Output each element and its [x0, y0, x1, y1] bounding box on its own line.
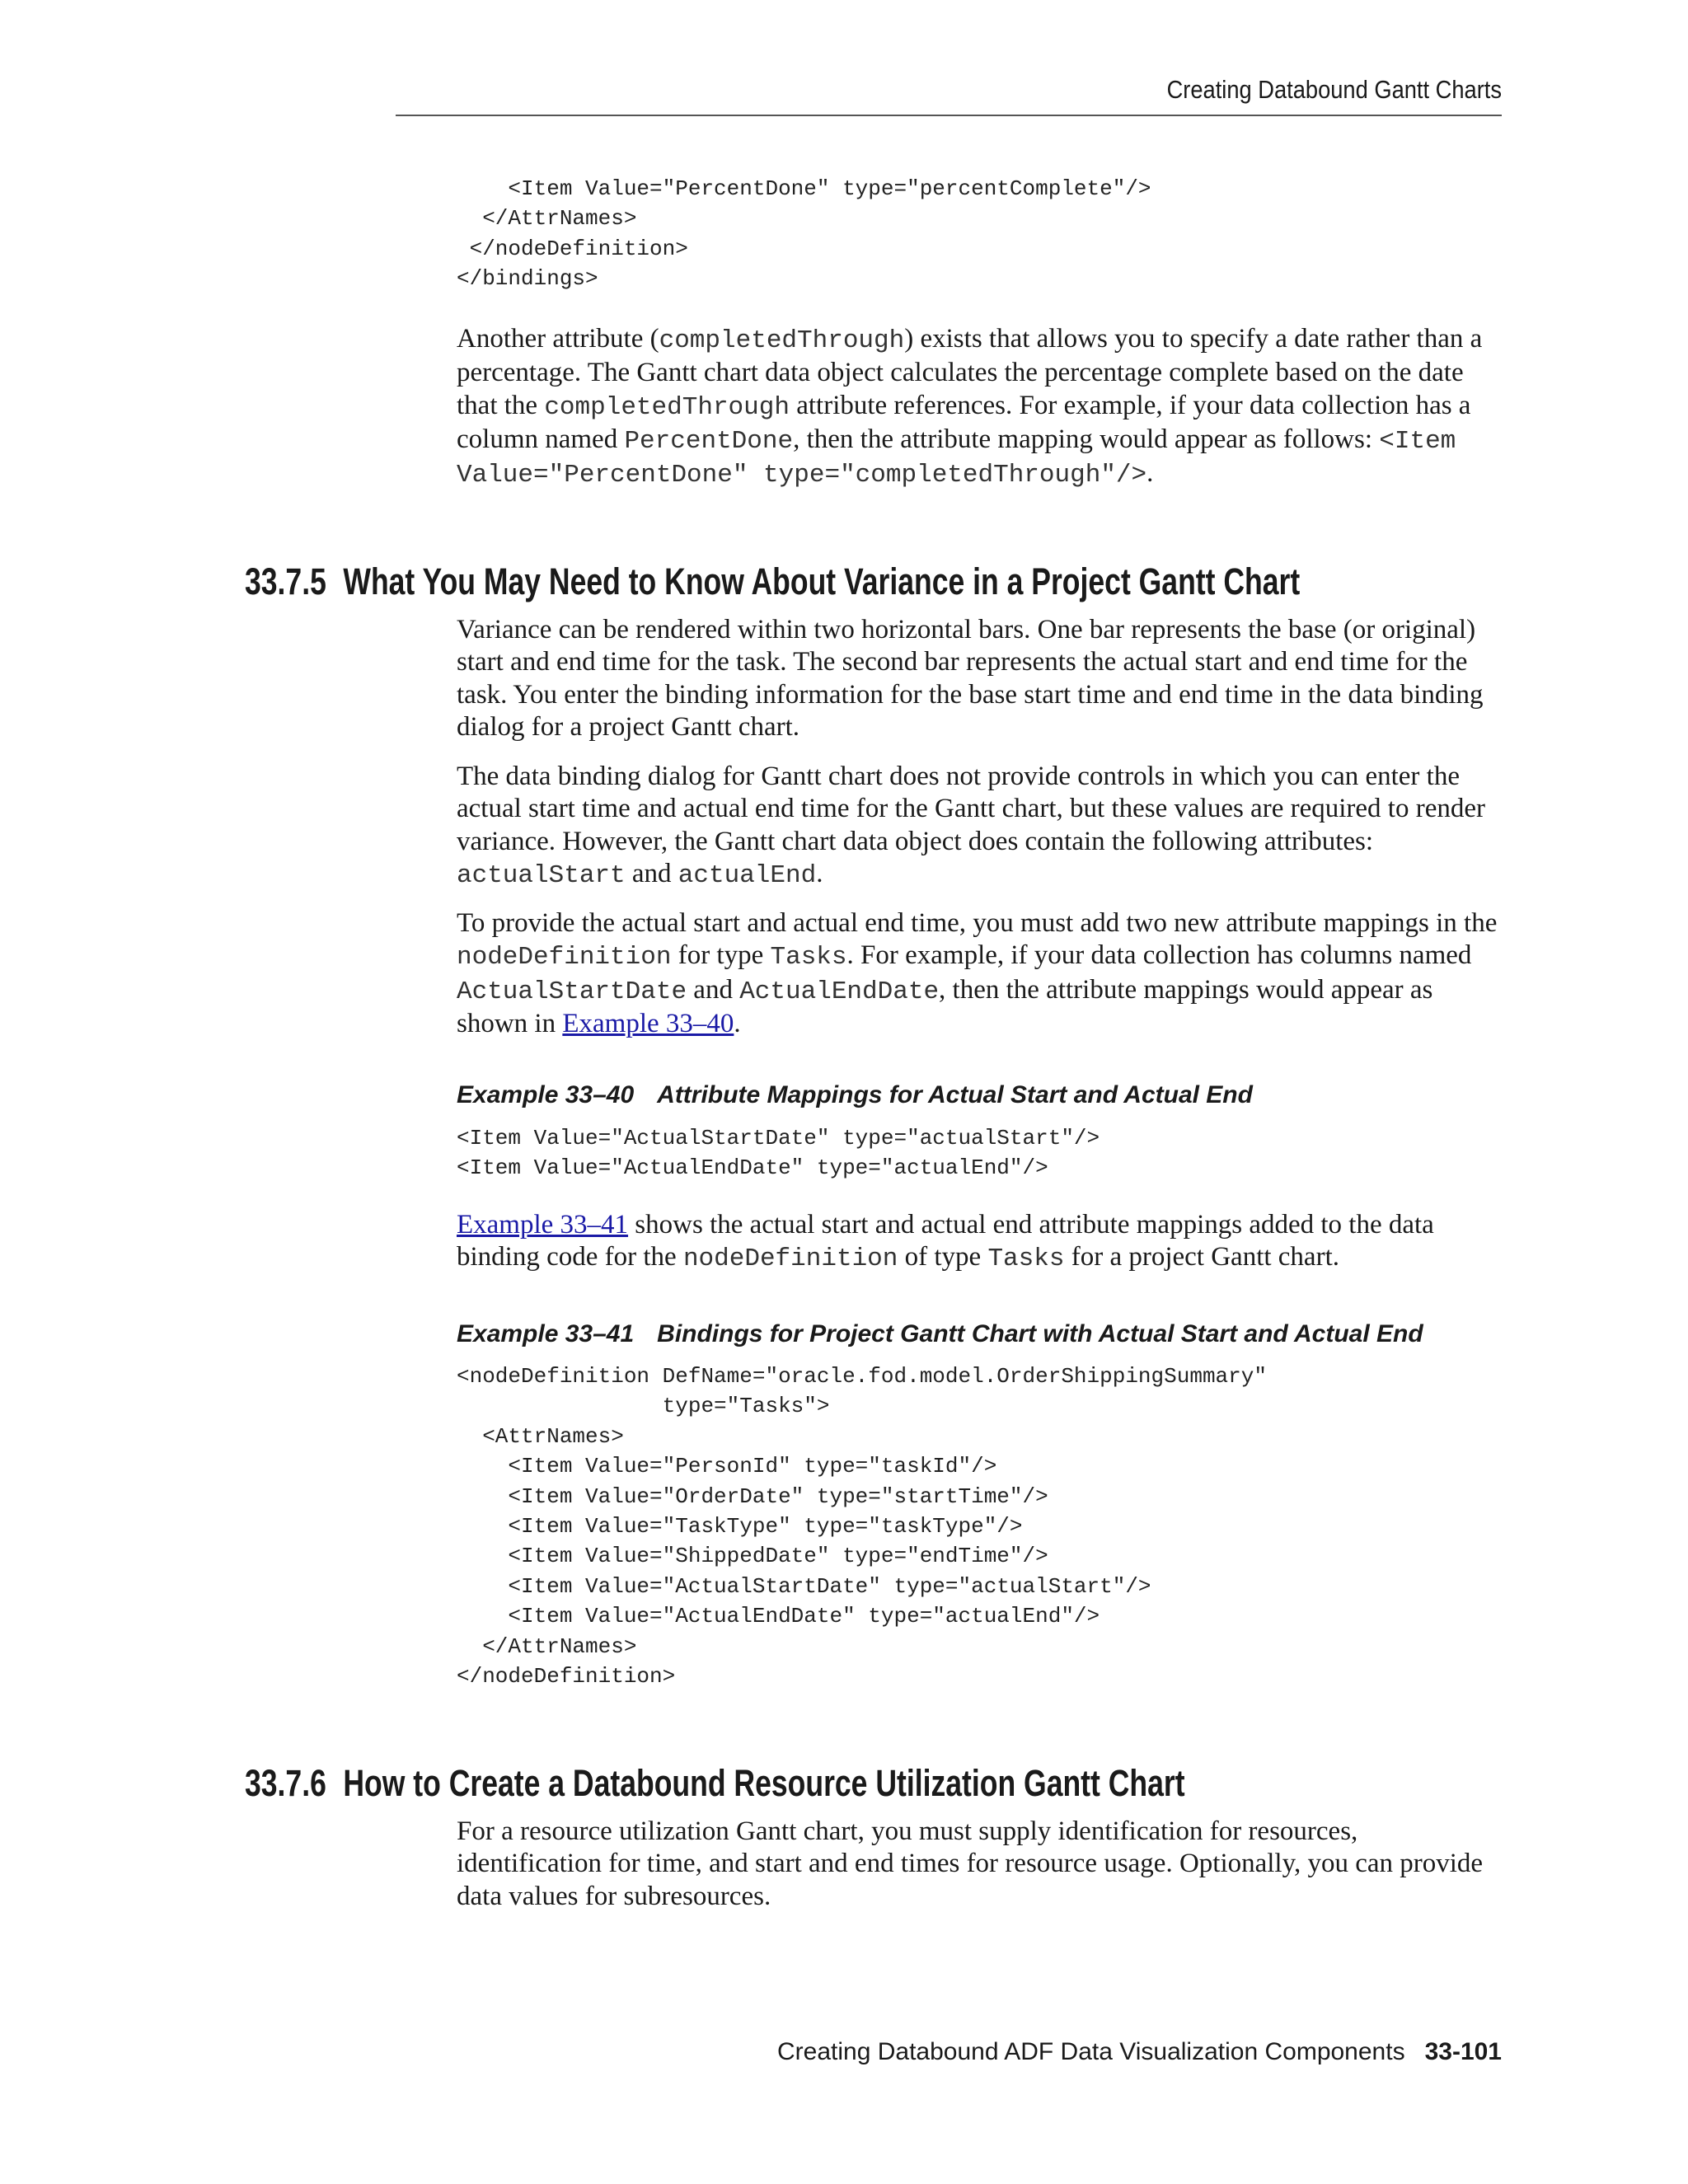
inline-code: ActualStartDate [457, 977, 687, 1006]
text-run: shows the actual start and actual end attribute mappings added to the data binding code for the [457, 1210, 1434, 1272]
inline-code: <Item Value="PercentDone" type="completedThrough"/> [457, 426, 1456, 490]
code-block-bindings-end: <Item Value="PercentDone" type="percentComplete"/> </AttrNames> </nodeDefinition> </bindings> [457, 176, 1151, 292]
inline-code: PercentDone [624, 426, 794, 456]
text-run: of type [898, 1242, 988, 1272]
paragraph-example-33-41-intro [457, 1209, 1507, 1276]
text-run: . [734, 1008, 741, 1038]
text-run: , then the attribute mapping would appear as follows: [793, 424, 1380, 454]
code-block-example-33-41: <nodeDefinition DefName="oracle.fod.model.OrderShippingSummary" type="Tasks"> <AttrNames> <Item Value="PersonId" type="taskId"/> <Item Value="OrderDate" type="startTime"/> <Item Value="TaskType" type="taskType"/> <Item Value="ShippedDate" type="endTime"/> <Item Value="ActualStartDate" type="actualStart"/> <Item Value="ActualEndDate" type="actualEnd"/> </AttrNames> </nodeDefinition> [457, 1364, 1267, 1690]
example-title: Bindings for Project Gantt Chart with Actual Start and Actual End [657, 1320, 1423, 1347]
paragraph-variance-intro: Variance can be rendered within two horizontal bars. One bar represents the base (or original) start and end time for the task. The second bar represents the actual start and end time for the task. You enter the binding information for the base start time and end time in the data binding dialog for a project Gantt chart. [457, 615, 1484, 742]
example-33-40-caption [457, 1080, 1253, 1110]
inline-code: completedThrough [659, 326, 905, 355]
section-heading-33-7-5 [245, 560, 1300, 603]
paragraph-variance-mappings [457, 907, 1507, 1040]
example-33-41-link[interactable]: Example 33–41 [457, 1210, 629, 1240]
text-run: and [625, 858, 678, 888]
section-title: How to Create a Databound Resource Utilization Gantt Chart [343, 1762, 1185, 1804]
paragraph-variance-attributes [457, 761, 1507, 892]
text-run: for a project Gantt chart. [1064, 1242, 1339, 1272]
inline-code: Tasks [987, 1244, 1065, 1274]
section-number: 33.7.5 [245, 560, 326, 602]
inline-code: nodeDefinition [457, 943, 672, 972]
paragraph-resource-utilization: For a resource utilization Gantt chart, you must supply identification for resources, identification for time, and start and end times for resource usage. Optionally, you can provide data values for subresources. [457, 1816, 1484, 1911]
text-run: The data binding dialog for Gantt chart does not provide controls in which you can enter the actual start time and actual end time for the Gantt chart, but these values are required to render variance. However, the Gantt chart data object does contain the following attributes: [457, 762, 1485, 856]
section-heading-33-7-6 [245, 1762, 1185, 1805]
running-header-title: Creating Databound Gantt Charts [1166, 75, 1502, 104]
text-run: for type [671, 940, 771, 971]
section-title: What You May Need to Know About Variance in a Project Gantt Chart [343, 560, 1301, 602]
text-run: To provide the actual start and actual end time, you must add two new attribute mappings in the [457, 908, 1498, 938]
footer-chapter-title: Creating Databound ADF Data Visualization Components [777, 2038, 1405, 2065]
text-run: ) exists that allows you to specify a date rather than a percentage. The Gantt chart data object calculates the percentage complete based on the date that the [457, 324, 1483, 420]
inline-code: actualStart [457, 860, 626, 890]
example-number: Example 33–40 [457, 1081, 635, 1108]
text-run: . [1146, 458, 1154, 489]
page-number: 33-101 [1424, 2038, 1502, 2065]
page-footer [777, 2036, 1502, 2069]
code-block-example-33-40: <Item Value="ActualStartDate" type="actualStart"/> <Item Value="ActualEndDate" type="actualEnd"/> [457, 1126, 1100, 1181]
inline-code: actualEnd [678, 860, 817, 890]
section-number: 33.7.6 [245, 1762, 326, 1804]
text-run: . [816, 858, 823, 888]
running-header [396, 76, 1502, 116]
inline-code: Tasks [770, 943, 847, 972]
text-run: Another attribute ( [457, 324, 659, 354]
text-run: . For example, if your data collection has columns named [846, 940, 1472, 971]
example-33-41-caption [457, 1319, 1423, 1349]
text-run: and [687, 974, 740, 1005]
example-number: Example 33–41 [457, 1320, 635, 1347]
example-title: Attribute Mappings for Actual Start and Actual End [657, 1081, 1253, 1108]
example-33-40-link[interactable]: Example 33–40 [562, 1008, 734, 1038]
inline-code: nodeDefinition [682, 1244, 898, 1274]
inline-code: ActualEndDate [739, 977, 940, 1006]
text-run: , then the attribute mappings would appear as shown in [457, 974, 1433, 1038]
inline-code: completedThrough [544, 392, 790, 422]
paragraph-completed-through [457, 323, 1507, 491]
text-run: attribute references. For example, if your data collection has a column named [457, 390, 1471, 454]
